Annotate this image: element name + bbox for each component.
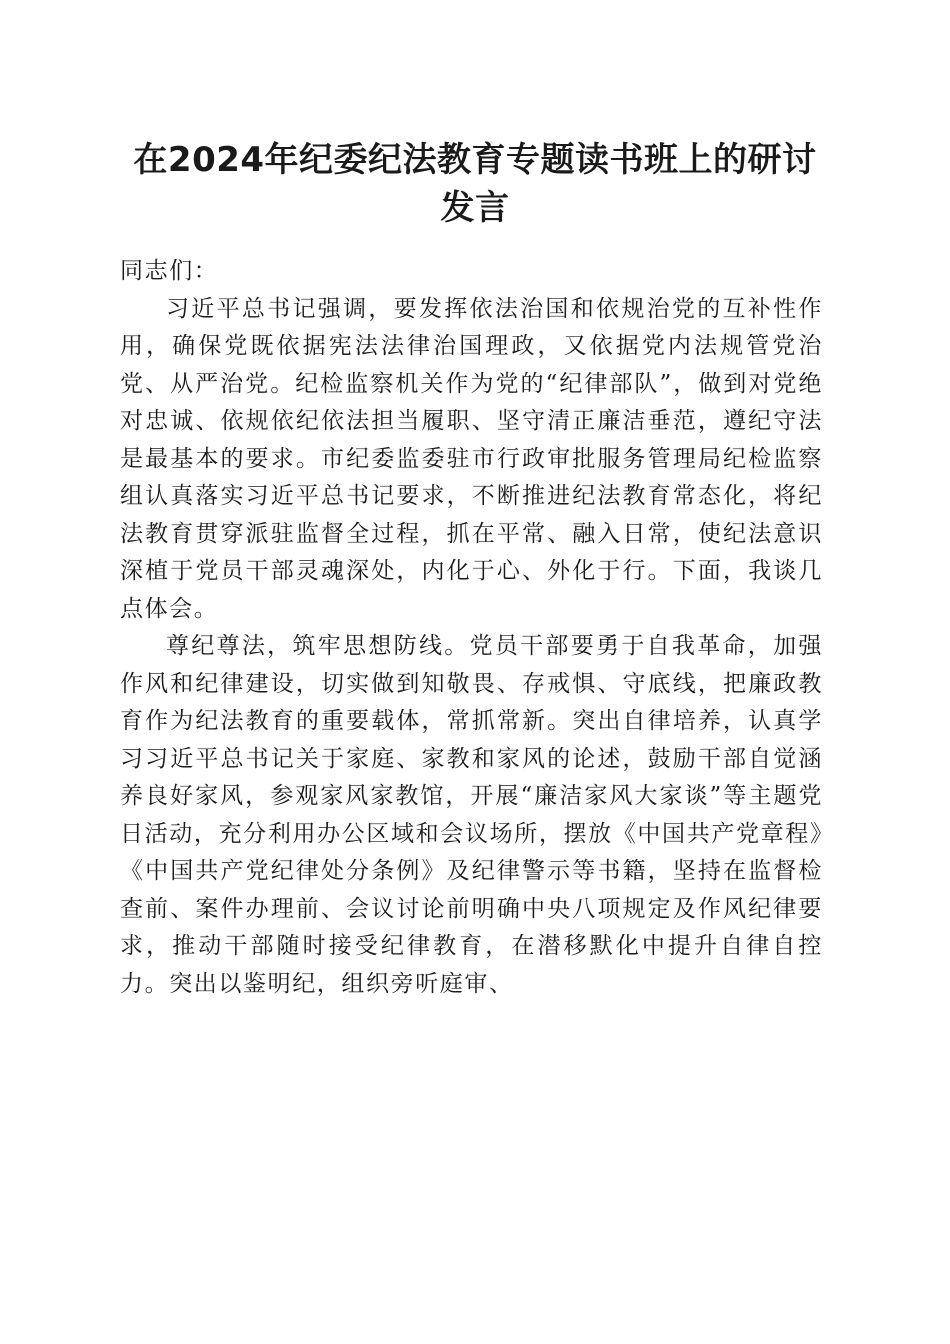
salutation: 同志们： (120, 258, 219, 284)
paragraph-2: 尊纪尊法，筑牢思想防线。党员干部要勇于自我革命，加强作风和纪律建设，切实做到知敬畏、存戒惧、守底线，把廉政教育作为纪法教育的重要载体，常抓常新。突出自律培养，认真学习习近平总书记关于家庭、家教和家风的论述，鼓励干部自觉涵养良好家风，参观家风家教馆，开展“廉洁家风大家谈”等主题党日活动，充分利用办公区域和会议场所，摆放《中国共产党章程》《中国共产党纪律处分条例》及纪律警示等书籍，坚持在监督检查前、案件办理前、会议讨论前明确中央八项规定及作风纪律要求，推动干部随时接受纪律教育，在潜移默化中提升自律自控力。突出以鉴明纪，组织旁听庭审、 (120, 633, 823, 997)
document-title: 在2024年纪委纪法教育专题读书班上的研讨发言 (133, 140, 817, 228)
paragraph-1: 习近平总书记强调，要发挥依法治国和依规治党的互补性作用，确保党既依据宪法法律治国理政，又依据党内法规管党治党、从严治党。纪检监察机关作为党的“纪律部队”，做到对党绝对忠诚、依规依纪依法担当履职、坚守清正廉洁垂范，遵纪守法是最基本的要求。市纪委监委驻市行政审批服务管理局纪检监察组认真落实习近平总书记要求，不断推进纪法教育常态化，将纪法教育贯穿派驻监督全过程，抓在平常、融入日常，使纪法意识深植于党员干部灵魂深处，内化于心、外化于行。下面，我谈几点体会。 (120, 295, 823, 622)
document-body (120, 253, 823, 1003)
